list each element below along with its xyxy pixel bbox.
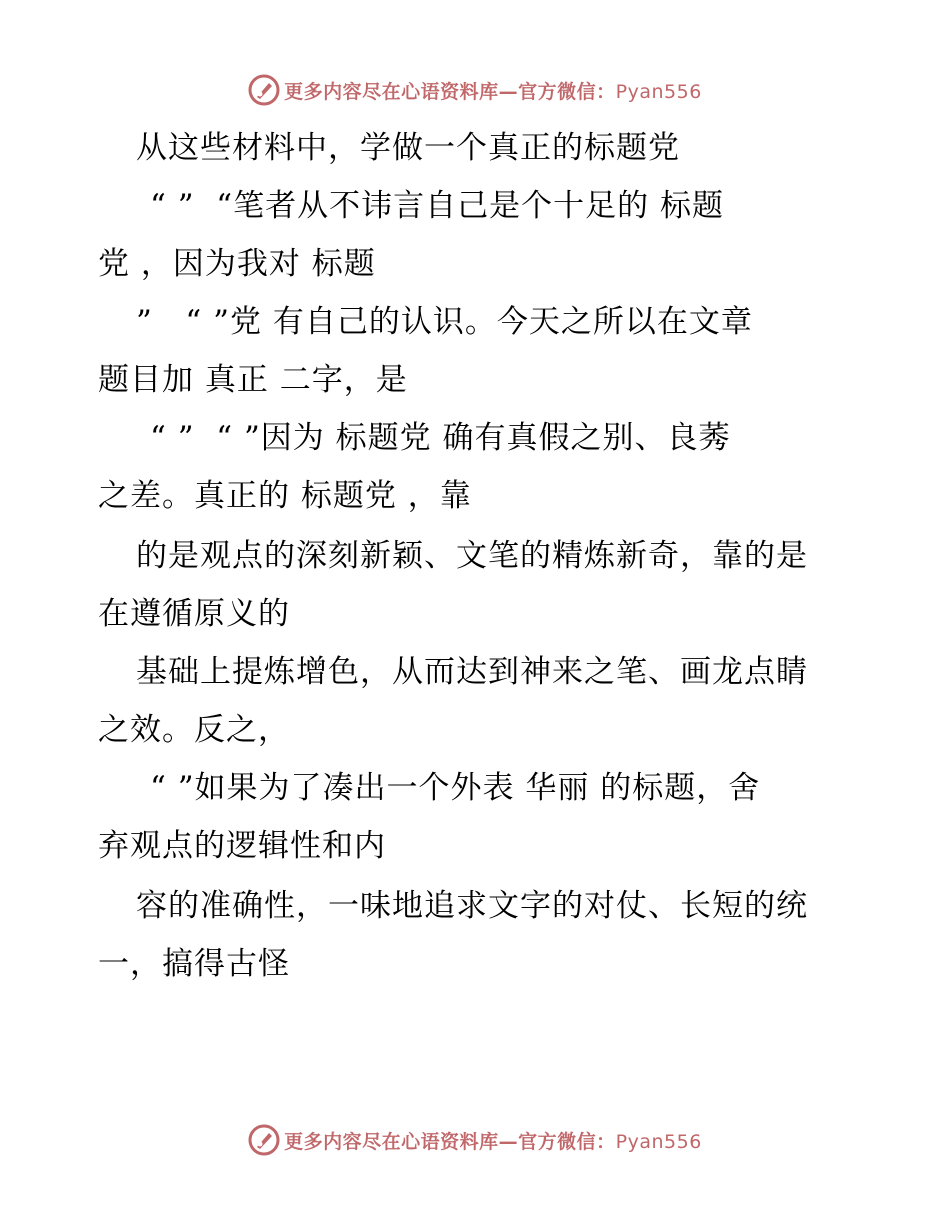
body-line: 一，搞得古怪 (98, 946, 290, 982)
pen-logo-icon (248, 74, 280, 106)
body-line: ” “ ”党 有自己的认识。今天之所以在文章 (136, 304, 753, 340)
header-banner-label: 更多内容尽在心语资料库—官方微信： (284, 80, 616, 103)
body-line: 党 ，因为我对 标题 (98, 246, 376, 282)
footer-banner-text (284, 1127, 702, 1154)
body-line: “ ” “ ”因为 标题党 确有真假之别、良莠 (150, 420, 731, 456)
body-line: 容的准确性，一味地追求文字的对仗、长短的统 (136, 888, 808, 924)
body-line: “ ” “笔者从不讳言自己是个十足的 标题 (150, 188, 724, 224)
body-line: 弃观点的逻辑性和内 (98, 828, 386, 864)
body-line: 从这些材料中，学做一个真正的标题党 (136, 130, 680, 166)
body-line: “ ”如果为了凑出一个外表 华丽 的标题，舍 (150, 770, 761, 806)
body-line: 的是观点的深刻新颖、文笔的精炼新奇，靠的是 (136, 538, 808, 574)
body-line: 之效。反之， (98, 712, 290, 748)
footer-banner-handle: Pyan556 (615, 1130, 702, 1153)
footer-banner-label: 更多内容尽在心语资料库—官方微信： (284, 1130, 616, 1153)
body-line: 基础上提炼增色，从而达到神来之笔、画龙点睛 (136, 654, 808, 690)
footer-banner (0, 1120, 950, 1160)
header-banner (0, 70, 950, 110)
body-line: 题目加 真正 二字，是 (98, 362, 408, 398)
body-line: 之差。真正的 标题党 ，靠 (98, 478, 472, 514)
header-banner-handle: Pyan556 (615, 80, 702, 103)
body-line: 在遵循原义的 (98, 596, 290, 632)
header-banner-text (284, 77, 702, 104)
pen-logo-icon (248, 1124, 280, 1156)
